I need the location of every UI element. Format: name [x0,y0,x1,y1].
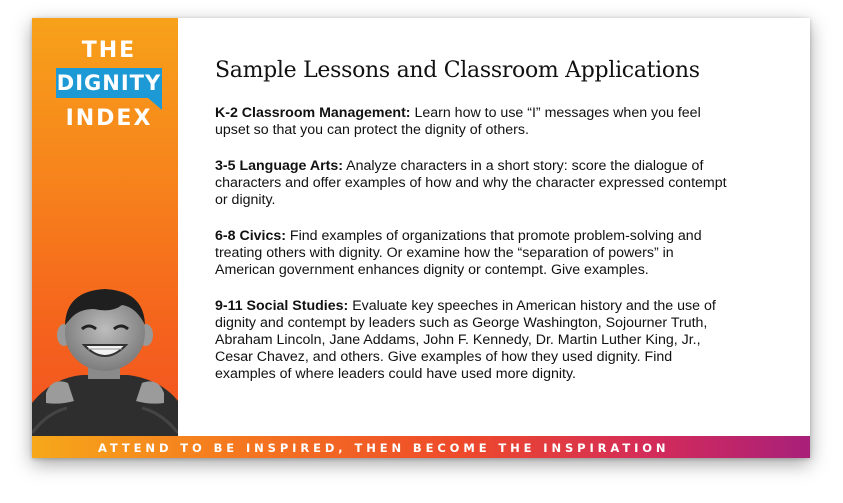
logo-line-index: INDEX [65,106,153,131]
lesson-grade-label: 3-5 Language Arts: [215,158,343,174]
logo-speech-bubble [56,68,162,98]
banner-tagline: ATTEND TO BE INSPIRED, THEN BECOME THE INSPIRATION [98,441,670,455]
lesson-grade-label: 6-8 Civics: [215,228,286,244]
footer-banner [32,436,810,458]
lesson-description: Find examples of organizations that promote problem-solving and treating others with dignity. Or examine how the “separation of powers” in American government enhances dignity or contempt. Give examples. [215,228,702,278]
lesson-6-8 [215,228,735,279]
lesson-description: Analyze characters in a short story: score the dialogue of characters and offer examples of how and why the character expressed contempt or dignity. [215,158,727,208]
page-title: Sample Lessons and Classroom Applications [215,58,700,83]
main-content [215,58,735,402]
lesson-description: Learn how to use “I” messages when you feel upset so that you can protect the dignity of others. [215,105,701,138]
sidebar [32,18,178,436]
logo-line-the: THE [81,38,137,63]
dignity-index-logo [54,38,164,132]
lesson-grade-label: K-2 Classroom Management: [215,105,411,121]
lesson-3-5 [215,158,735,209]
lesson-description: Evaluate key speeches in American history and the use of dignity and contempt by leaders such as George Washington, Sojourner Truth, Abraham Lincoln, Jane Addams, John F. Kennedy, Dr. Martin Luther King, Jr., Cesar Chavez, and others. Give examples of how they used dignity. Find examples of where leaders could have used more dignity. [215,298,716,382]
lesson-k2 [215,105,735,139]
smiling-child-photo [32,283,178,436]
lesson-grade-label: 9-11 Social Studies: [215,298,349,314]
logo-line-dignity: DIGNITY [56,71,162,95]
lesson-9-11 [215,298,735,383]
slide [32,18,810,458]
speech-bubble-tail-icon [148,98,162,110]
